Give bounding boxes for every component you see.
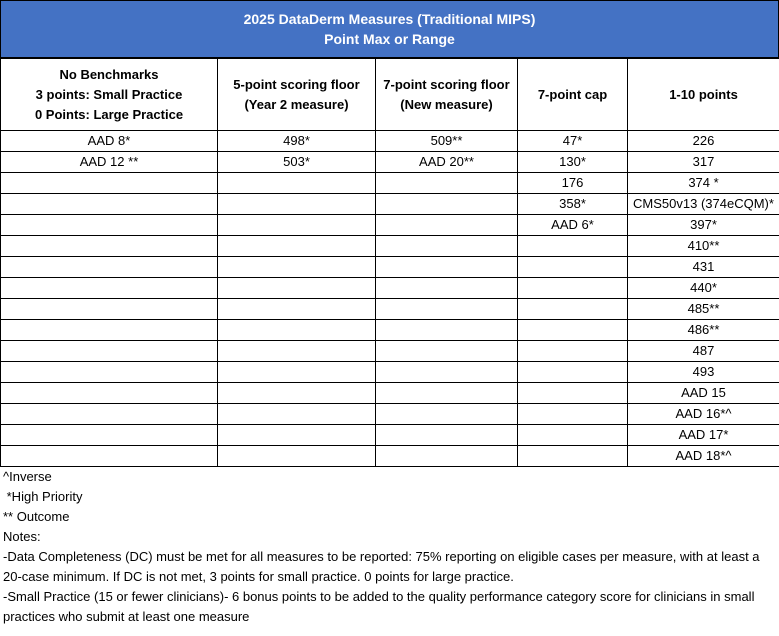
table-cell[interactable] (1, 425, 218, 446)
table-row (1, 152, 779, 173)
column-header-line: (New measure) (400, 96, 493, 112)
table-cell[interactable] (1, 194, 218, 215)
table-cell[interactable]: AAD 16*^ (628, 404, 779, 425)
table-body (1, 131, 779, 467)
table-cell[interactable] (518, 299, 628, 320)
notes-section (3, 467, 777, 627)
column-header-line: 7-point cap (537, 86, 608, 102)
table-cell[interactable] (518, 404, 628, 425)
table-cell[interactable] (376, 173, 518, 194)
table-row (1, 425, 779, 446)
table-cell[interactable]: 487 (628, 341, 779, 362)
table-cell[interactable] (1, 383, 218, 404)
table-cell[interactable] (218, 446, 376, 467)
table-cell[interactable]: AAD 15 (628, 383, 779, 404)
column-header-line: 0 Points: Large Practice (34, 106, 184, 122)
title-line-1: 2025 DataDerm Measures (Traditional MIPS) (243, 11, 536, 27)
table-cell[interactable] (1, 404, 218, 425)
table-cell[interactable]: AAD 8* (1, 131, 218, 152)
table-cell[interactable] (376, 362, 518, 383)
table-cell[interactable] (218, 425, 376, 446)
table-cell[interactable] (518, 320, 628, 341)
table-cell[interactable]: 498* (218, 131, 376, 152)
header-row (1, 59, 779, 131)
note-line: *High Priority (3, 489, 83, 504)
table-cell[interactable]: 431 (628, 257, 779, 278)
table-row (1, 194, 779, 215)
table-cell[interactable]: 493 (628, 362, 779, 383)
table-row (1, 173, 779, 194)
table-row (1, 131, 779, 152)
table-cell[interactable] (218, 299, 376, 320)
column-header-line: 1-10 points (669, 86, 738, 102)
table-cell[interactable]: 226 (628, 131, 779, 152)
table-cell[interactable]: AAD 20** (376, 152, 518, 173)
table-cell[interactable] (518, 383, 628, 404)
note-line: Notes: (3, 529, 41, 544)
table-cell[interactable] (1, 362, 218, 383)
table-cell[interactable] (518, 446, 628, 467)
title-line-2: Point Max or Range (324, 31, 455, 47)
title-banner[interactable] (0, 0, 779, 58)
column-header-7-point-floor[interactable] (376, 59, 518, 131)
table-cell[interactable] (218, 341, 376, 362)
table-cell[interactable] (376, 341, 518, 362)
note-line: -Small Practice (15 or fewer clinicians)- 6 bonus points to be added to the quality performance category score for clinicians in small practices who submit at least one measure (3, 589, 759, 624)
table-cell[interactable] (218, 278, 376, 299)
column-header-line: (Year 2 measure) (244, 96, 349, 112)
table-cell[interactable]: AAD 17* (628, 425, 779, 446)
column-header-7-point-cap[interactable] (518, 59, 628, 131)
table-cell[interactable] (518, 236, 628, 257)
table-cell[interactable]: 485** (628, 299, 779, 320)
column-header-1-10-points[interactable] (628, 59, 779, 131)
table-cell[interactable] (1, 299, 218, 320)
table-cell[interactable] (218, 173, 376, 194)
table-cell[interactable] (376, 194, 518, 215)
table-cell[interactable] (218, 236, 376, 257)
table-cell[interactable]: 486** (628, 320, 779, 341)
table-row (1, 278, 779, 299)
table-cell[interactable] (376, 404, 518, 425)
column-header-line: 3 points: Small Practice (35, 86, 183, 102)
table-cell[interactable]: 374 * (628, 173, 779, 194)
table-row (1, 320, 779, 341)
table-cell[interactable] (218, 383, 376, 404)
table-cell[interactable]: AAD 12 ** (1, 152, 218, 173)
table-row (1, 446, 779, 467)
table-cell[interactable]: 397* (628, 215, 779, 236)
table-row (1, 257, 779, 278)
table-cell[interactable] (518, 362, 628, 383)
table-cell[interactable] (376, 383, 518, 404)
table-cell[interactable] (518, 257, 628, 278)
table-row (1, 383, 779, 404)
column-header-line: 5-point scoring floor (233, 76, 360, 92)
table-cell[interactable] (376, 236, 518, 257)
table-cell[interactable] (376, 320, 518, 341)
note-line: -Data Completeness (DC) must be met for all measures to be reported: 75% reporting on eligible cases per measure, with at least a 20-case minimum. If DC is not met, 3 points for small practice. 0 points for large practice. (3, 549, 764, 584)
table-cell[interactable] (1, 446, 218, 467)
table-row (1, 341, 779, 362)
table-cell[interactable] (218, 362, 376, 383)
table-cell[interactable] (376, 257, 518, 278)
measures-table (0, 58, 779, 467)
table-cell[interactable] (376, 215, 518, 236)
table-row (1, 236, 779, 257)
table-cell[interactable] (1, 215, 218, 236)
column-header-line: No Benchmarks (59, 66, 159, 82)
table-cell[interactable]: AAD 6* (518, 215, 628, 236)
table-cell[interactable] (518, 425, 628, 446)
table-cell[interactable]: 358* (518, 194, 628, 215)
table-cell[interactable] (218, 257, 376, 278)
column-header-line: 7-point scoring floor (383, 76, 510, 92)
table-row (1, 404, 779, 425)
table-row (1, 215, 779, 236)
table-cell[interactable] (1, 173, 218, 194)
table-cell[interactable] (1, 278, 218, 299)
column-header-no-benchmarks[interactable] (1, 59, 218, 131)
table-cell[interactable] (518, 278, 628, 299)
table-cell[interactable]: CMS50v13 (374eCQM)* (628, 194, 779, 215)
note-line: ^Inverse (3, 469, 52, 484)
table-cell[interactable]: AAD 18*^ (628, 446, 779, 467)
table-cell[interactable] (218, 194, 376, 215)
table-row (1, 362, 779, 383)
table-cell[interactable]: 130* (518, 152, 628, 173)
column-header-5-point-floor[interactable] (218, 59, 376, 131)
table-cell[interactable]: 509** (376, 131, 518, 152)
table-row (1, 299, 779, 320)
note-line: ** Outcome (3, 509, 70, 524)
table-cell[interactable]: 317 (628, 152, 779, 173)
table-cell[interactable] (218, 320, 376, 341)
table-cell[interactable] (376, 278, 518, 299)
table-cell[interactable] (376, 446, 518, 467)
table-cell[interactable] (518, 341, 628, 362)
table-cell[interactable] (1, 257, 218, 278)
table-cell[interactable]: 503* (218, 152, 376, 173)
table-cell[interactable] (1, 320, 218, 341)
table-cell[interactable] (1, 341, 218, 362)
table-cell[interactable] (218, 215, 376, 236)
table-cell[interactable]: 410** (628, 236, 779, 257)
table-cell[interactable]: 440* (628, 278, 779, 299)
table-cell[interactable]: 47* (518, 131, 628, 152)
table-cell[interactable] (376, 425, 518, 446)
table-cell[interactable] (218, 404, 376, 425)
table-cell[interactable] (1, 236, 218, 257)
table-cell[interactable] (376, 299, 518, 320)
table-cell[interactable]: 176 (518, 173, 628, 194)
